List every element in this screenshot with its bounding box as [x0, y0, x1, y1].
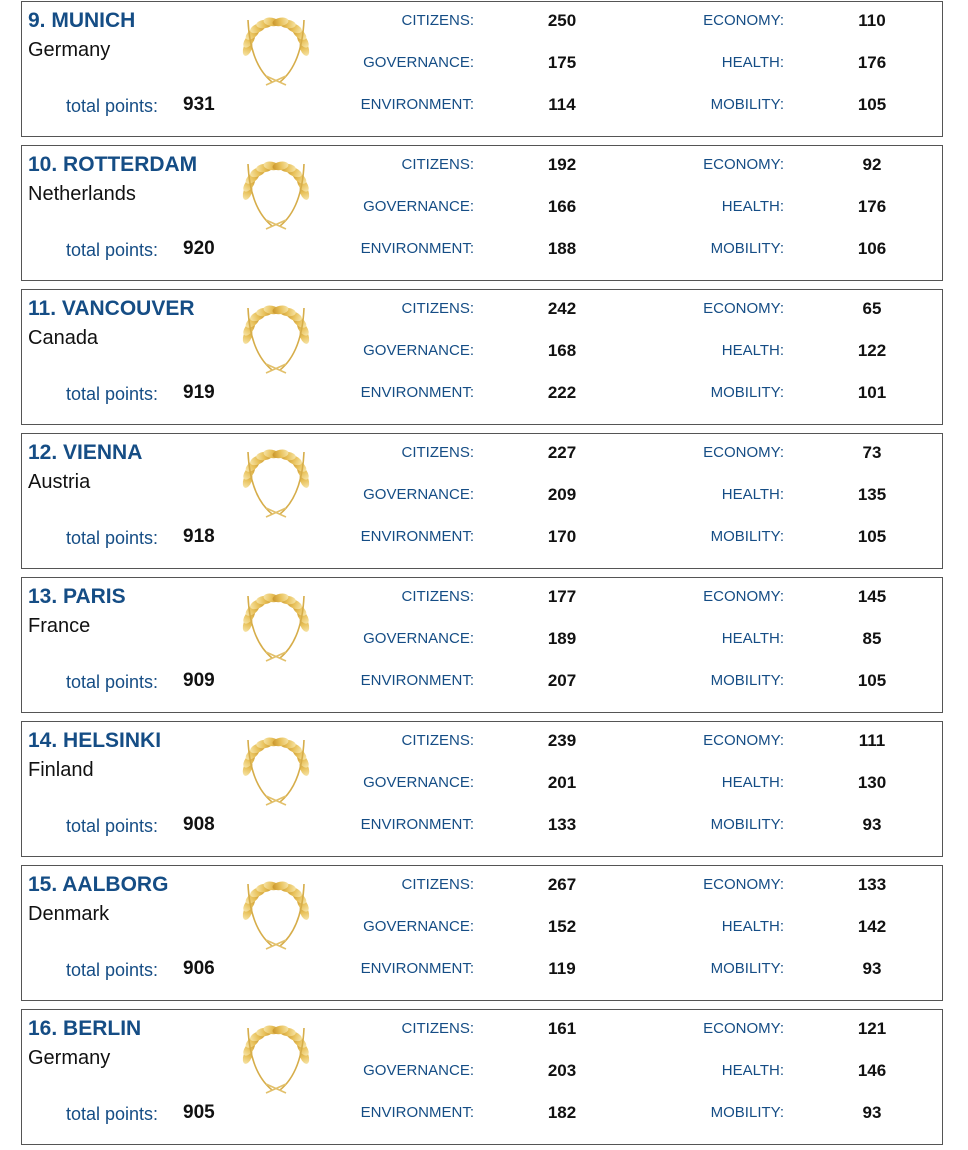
health-value: 135: [857, 485, 887, 504]
mobility-label: MOBILITY:: [710, 528, 784, 545]
environment-value: 222: [547, 383, 577, 402]
city-card: [21, 721, 943, 857]
health-label: HEALTH:: [721, 1062, 784, 1079]
laurel-ribbon: [266, 220, 286, 229]
citizens-value: 161: [547, 1019, 577, 1038]
health-label: HEALTH:: [721, 486, 784, 503]
citizens-value: 250: [547, 11, 577, 30]
mobility-value: 93: [862, 959, 882, 978]
governance-label: GOVERNANCE:: [363, 1062, 474, 1079]
total-points-value: 918: [183, 526, 215, 547]
citizens-label: CITIZENS:: [401, 1020, 474, 1037]
total-points-label: total points:: [66, 816, 159, 836]
environment-label: ENVIRONMENT:: [360, 1104, 474, 1121]
governance-value: 175: [547, 53, 577, 72]
environment-value: 133: [547, 815, 577, 834]
health-label: HEALTH:: [721, 198, 784, 215]
governance-label: GOVERNANCE:: [363, 342, 474, 359]
governance-value: 203: [547, 1061, 577, 1080]
economy-label: ECONOMY:: [703, 12, 784, 29]
governance-value: 201: [547, 773, 577, 792]
total-points-value: 919: [183, 382, 215, 403]
economy-value: 145: [857, 587, 887, 606]
city-name: 14. HELSINKI: [28, 729, 162, 752]
total-points-value: 905: [183, 1102, 215, 1123]
health-value: 85: [862, 629, 882, 648]
environment-value: 188: [547, 239, 577, 258]
city-country: Finland: [28, 759, 94, 781]
economy-label: ECONOMY:: [703, 300, 784, 317]
environment-value: 170: [547, 527, 577, 546]
laurel-ribbon: [266, 508, 286, 517]
environment-value: 119: [548, 959, 576, 978]
governance-label: GOVERNANCE:: [363, 630, 474, 647]
economy-label: ECONOMY:: [703, 444, 784, 461]
governance-value: 209: [547, 485, 577, 504]
health-label: HEALTH:: [721, 918, 784, 935]
city-name: 9. MUNICH: [28, 9, 136, 32]
citizens-value: 239: [547, 731, 577, 750]
mobility-label: MOBILITY:: [710, 960, 784, 977]
citizens-value: 192: [547, 155, 577, 174]
total-points-value: 908: [183, 814, 215, 835]
total-points-value: 906: [183, 958, 215, 979]
health-label: HEALTH:: [721, 342, 784, 359]
mobility-value: 105: [857, 527, 887, 546]
total-points-label: total points:: [66, 96, 159, 116]
citizens-label: CITIZENS:: [401, 300, 474, 317]
city-name: 12. VIENNA: [28, 441, 143, 464]
city-name: 16. BERLIN: [28, 1017, 142, 1040]
economy-value: 73: [862, 443, 882, 462]
mobility-label: MOBILITY:: [710, 816, 784, 833]
total-points-label: total points:: [66, 1104, 159, 1124]
economy-value: 121: [857, 1019, 887, 1038]
health-value: 122: [857, 341, 887, 360]
total-points-value: 909: [183, 670, 215, 691]
citizens-label: CITIZENS:: [401, 12, 474, 29]
city-card: [21, 865, 943, 1001]
health-label: HEALTH:: [721, 630, 784, 647]
economy-label: ECONOMY:: [703, 876, 784, 893]
mobility-value: 106: [857, 239, 887, 258]
mobility-label: MOBILITY:: [710, 1104, 784, 1121]
economy-value: 92: [862, 155, 882, 174]
mobility-label: MOBILITY:: [710, 240, 784, 257]
total-points-label: total points:: [66, 672, 159, 692]
governance-value: 152: [547, 917, 577, 936]
economy-label: ECONOMY:: [703, 588, 784, 605]
governance-label: GOVERNANCE:: [363, 918, 474, 935]
city-name: 10. ROTTERDAM: [28, 153, 198, 176]
governance-value: 189: [547, 629, 577, 648]
economy-value: 111: [858, 731, 886, 750]
citizens-label: CITIZENS:: [401, 876, 474, 893]
city-country: Austria: [28, 471, 91, 493]
city-name: 13. PARIS: [28, 585, 126, 608]
health-value: 146: [857, 1061, 887, 1080]
city-card: [21, 1, 943, 137]
environment-value: 182: [547, 1103, 577, 1122]
governance-label: GOVERNANCE:: [363, 486, 474, 503]
citizens-value: 177: [547, 587, 577, 606]
economy-label: ECONOMY:: [703, 732, 784, 749]
city-card: [21, 1009, 943, 1145]
laurel-ribbon: [266, 652, 286, 661]
environment-label: ENVIRONMENT:: [360, 816, 474, 833]
city-country: Germany: [28, 39, 111, 61]
governance-label: GOVERNANCE:: [363, 774, 474, 791]
total-points-label: total points:: [66, 384, 159, 404]
citizens-label: CITIZENS:: [401, 444, 474, 461]
city-card: [21, 433, 943, 569]
city-country: Canada: [28, 327, 99, 349]
total-points-value: 931: [183, 94, 215, 115]
city-country: Denmark: [28, 903, 110, 925]
citizens-label: CITIZENS:: [401, 732, 474, 749]
city-card: [21, 289, 943, 425]
environment-value: 207: [547, 671, 577, 690]
mobility-label: MOBILITY:: [710, 96, 784, 113]
citizens-label: CITIZENS:: [401, 156, 474, 173]
economy-value: 133: [857, 875, 887, 894]
citizens-value: 267: [547, 875, 577, 894]
laurel-ribbon: [266, 364, 286, 373]
laurel-ribbon: [266, 940, 286, 949]
mobility-value: 105: [857, 671, 887, 690]
environment-label: ENVIRONMENT:: [360, 96, 474, 113]
economy-value: 65: [862, 299, 882, 318]
laurel-ribbon: [266, 796, 286, 805]
health-value: 130: [857, 773, 887, 792]
mobility-value: 93: [862, 815, 882, 834]
city-country: France: [28, 615, 91, 637]
citizens-label: CITIZENS:: [401, 588, 474, 605]
laurel-ribbon: [266, 1084, 286, 1093]
governance-label: GOVERNANCE:: [363, 54, 474, 71]
environment-label: ENVIRONMENT:: [360, 384, 474, 401]
city-name: 15. AALBORG: [28, 873, 169, 896]
governance-label: GOVERNANCE:: [363, 198, 474, 215]
environment-label: ENVIRONMENT:: [360, 672, 474, 689]
total-points-label: total points:: [66, 240, 159, 260]
laurel-ribbon: [266, 76, 286, 85]
health-label: HEALTH:: [721, 54, 784, 71]
mobility-value: 93: [862, 1103, 882, 1122]
mobility-value: 101: [857, 383, 887, 402]
environment-value: 114: [548, 95, 576, 114]
city-country: Netherlands: [28, 183, 136, 205]
governance-value: 168: [547, 341, 577, 360]
economy-label: ECONOMY:: [703, 156, 784, 173]
mobility-value: 105: [857, 95, 887, 114]
mobility-label: MOBILITY:: [710, 384, 784, 401]
economy-value: 110: [858, 11, 886, 30]
health-value: 142: [857, 917, 887, 936]
environment-label: ENVIRONMENT:: [360, 240, 474, 257]
citizens-value: 242: [547, 299, 577, 318]
health-value: 176: [857, 197, 887, 216]
governance-value: 166: [547, 197, 577, 216]
city-card: [21, 577, 943, 713]
total-points-value: 920: [183, 238, 215, 259]
total-points-label: total points:: [66, 528, 159, 548]
total-points-label: total points:: [66, 960, 159, 980]
city-name: 11. VANCOUVER: [28, 297, 195, 320]
economy-label: ECONOMY:: [703, 1020, 784, 1037]
environment-label: ENVIRONMENT:: [360, 960, 474, 977]
health-value: 176: [857, 53, 887, 72]
health-label: HEALTH:: [721, 774, 784, 791]
environment-label: ENVIRONMENT:: [360, 528, 474, 545]
citizens-value: 227: [547, 443, 577, 462]
city-country: Germany: [28, 1047, 111, 1069]
city-card: [21, 145, 943, 281]
mobility-label: MOBILITY:: [710, 672, 784, 689]
